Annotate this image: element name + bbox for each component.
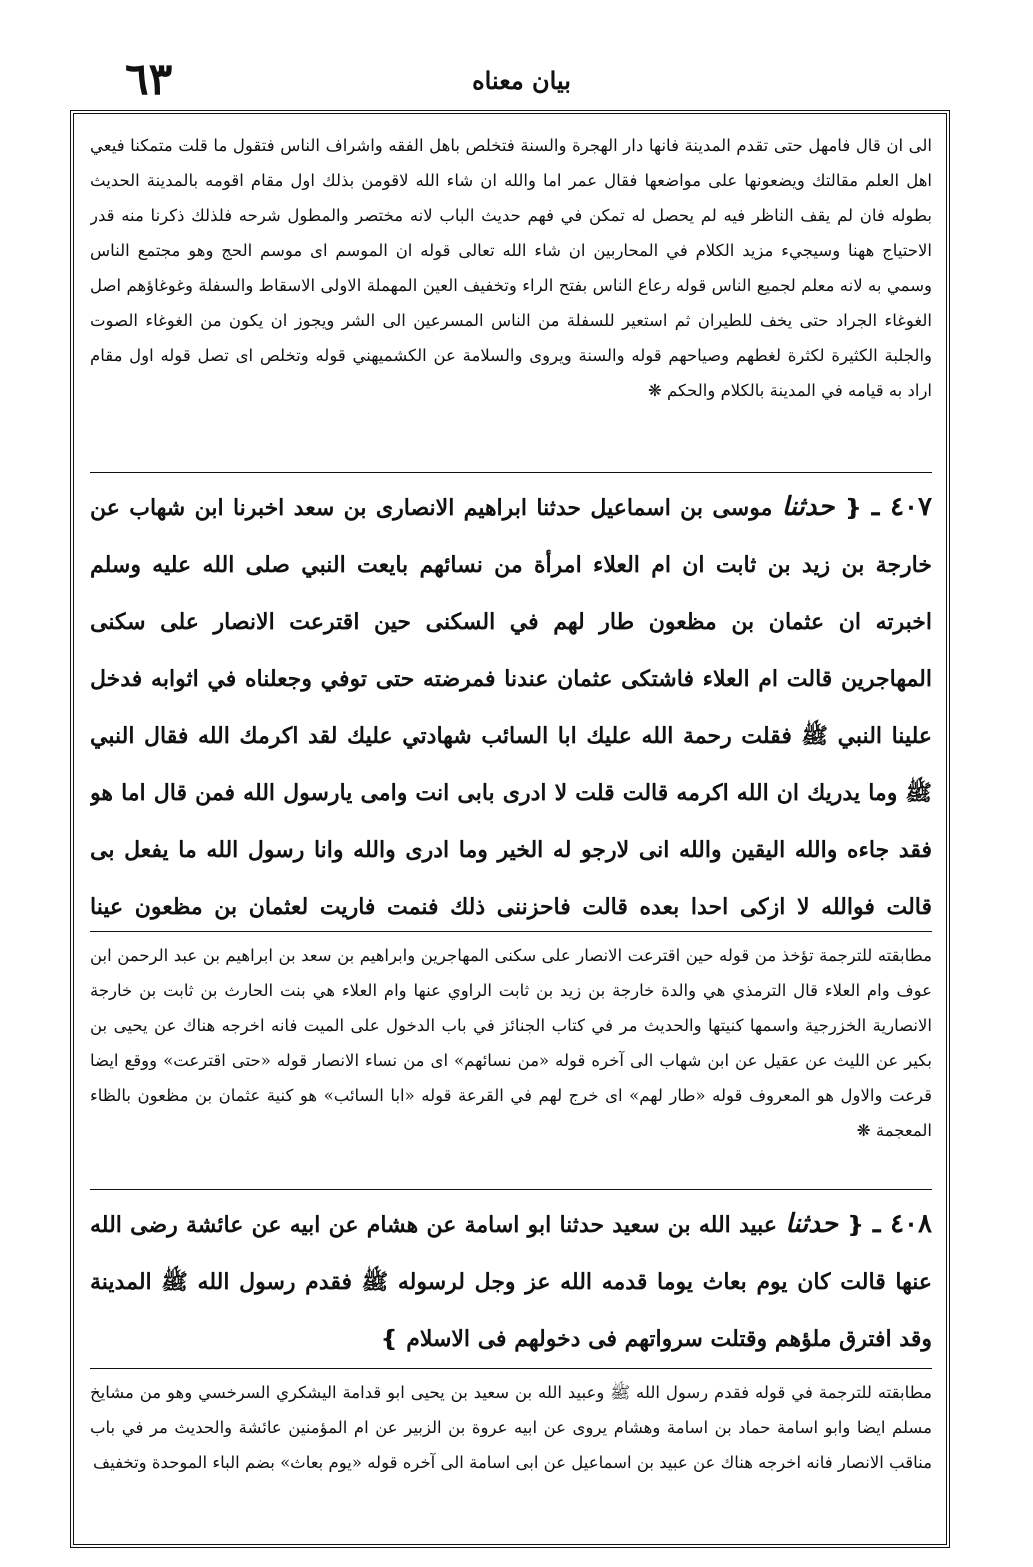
commentary-block-3 [90, 1375, 932, 1505]
hadith-body: عبيد الله بن سعيد حدثنا ابو اسامة عن هشام عن ابيه عن عائشة رضى الله عنها قالت كان يوم بعاث يوما قدمه الله عز وجل لرسوله ﷺ فقدم رسول الله ﷺ المدينة وقد افترق ملؤهم وقتلت سرواتهم فى دخولهم فى الاسلام [90, 1212, 932, 1352]
haddathana-label: حدثنا [781, 492, 835, 522]
haddathana-label: حدثنا [785, 1209, 838, 1239]
page-content [90, 128, 932, 1534]
section-divider [90, 1368, 932, 1369]
commentary-paragraph: مطابقته للترجمة تؤخذ من قوله حين اقترعت الانصار على سكنى المهاجرين وابراهيم بن سعد بن ابراهيم بن عبد الرحمن ابن عوف وام العلاء قال الترمذي هي والدة خارجة بن زيد بن ثابت الراوي عنها وام العلاء هي بنت الحارث بن ثابت بن خارجة الانصارية الخزرجية واسمها كنيتها والحديث مر في كتاب الجنائز في باب الدخول على الميت فانه اخرجه هناك عن يحيى بن بكير عن الليث عن عقيل عن ابن شهاب الى آخره قوله «من نسائهم» اى من نساء الانصار قوله «حتى اقترعت» ووقع ايضا قرعت والاول هو المعروف قوله «طار لهم» اى خرج لهم في القرعة قوله «ابا السائب» هو كنية عثمان بن مظعون بالظاء المعجمة ❋ [90, 946, 932, 1140]
commentary-paragraph: مطابقته للترجمة في قوله فقدم رسول الله ﷺ وعبيد الله بن سعيد بن يحيى ابو قدامة اليشكري السرخسي وهو من مشايخ مسلم ايضا وابو اسامة حماد بن اسامة وهشام يروى عن ابيه عروة بن الزبير عن ام المؤمنين عائشة والحديث مر في باب مناقب الانصار فانه اخرجه هناك عن عبيد بن اسماعيل عن ابى اسامة الى آخره قوله «يوم بعاث» بضم الباء الموحدة وتخفيف [90, 1383, 932, 1472]
open-bracket: ❴ [846, 1212, 865, 1238]
commentary-block-1 [90, 128, 932, 464]
hadith-number: ٤٠٨ ـ [872, 1209, 932, 1239]
running-title: بیان معناه [472, 66, 571, 95]
close-bracket: ❵ [380, 1326, 399, 1352]
section-divider [90, 472, 932, 473]
hadith-408 [90, 1196, 932, 1360]
page-number: ٦٣ [125, 54, 173, 105]
commentary-block-2 [90, 938, 932, 1181]
hadith-body: موسى بن اسماعيل حدثنا ابراهيم الانصارى بن سعد اخبرنا ابن شهاب عن خارجة بن زيد بن ثابت ان ام العلاء امرأة من نسائهم بايعت النبي صلى الله عليه وسلم اخبرته ان عثمان بن مظعون طار لهم في السكنى حين اقترعت الانصار على سكنى المهاجرين قالت ام العلاء فاشتكى عثمان عندنا فمرضته حتى توفي وجعلناه في اثوابه فدخل علينا النبي ﷺ فقلت رحمة الله عليك ابا السائب شهادتي عليك لقد اكرمك الله فقال النبي ﷺ وما يدريك ان الله اكرمه قالت قلت لا ادرى بابى انت وامى يارسول الله فمن قال اما هو فقد جاءه والله اليقين والله انى لارجو له الخير وما ادرى والله وانا رسول الله ما يفعل بى قالت فوالله لا ازكى احدا بعده قالت فاحزننى ذلك فنمت فاريت لعثمان بن مظعون عينا [90, 495, 932, 920]
hadith-407 [90, 479, 932, 923]
page-frame [70, 110, 950, 1548]
open-bracket: ❴ [843, 495, 863, 521]
commentary-paragraph: الى ان قال فامهل حتى تقدم المدينة فانها دار الهجرة والسنة فتخلص باهل الفقه واشراف الناس فتقول ما قلت متمكنا فيعي اهل العلم مقالتك ويضعونها على مواضعها فقال عمر اما والله ان شاء الله لاقومن بذلك اول مقام اقومه بالمدينة الحديث بطوله فان لم يقف الناظر فيه لم يحصل له تمكن في فهم حديث الباب لانه مختصر والمطول شرحه فلذلك ذكرنا منه قدر الاحتياج ههنا وسيجيء مزيد الكلام في المحاربين ان شاء الله تعالى قوله ان الموسم اى موسم الحج وهو مجتمع الناس وسمي به لانه معلم لجميع الناس قوله رعاع الناس بفتح الراء وتخفيف العين المهملة الاولى الاسقاط والسفلة وغوغاؤهم اصل الغوغاء الجراد حتى يخف للطيران ثم استعير للسفلة من الناس المسرعين الى الشر ويجوز ان يكون من الغوغاء الصوت والجلبة الكثيرة لكثرة لغطهم وصياحهم قوله والسنة ويروى والسلامة عن الكشميهني قوله وتخلص اى تصل قوله اول مقام اراد به قيامه في المدينة بالكلام والحكم ❋ [90, 136, 932, 400]
hadith-number: ٤٠٧ ـ [871, 492, 932, 522]
section-divider [90, 931, 932, 932]
hadith-text [90, 479, 932, 923]
page-header [70, 52, 973, 108]
section-divider [90, 1189, 932, 1190]
hadith-text [90, 1196, 932, 1360]
